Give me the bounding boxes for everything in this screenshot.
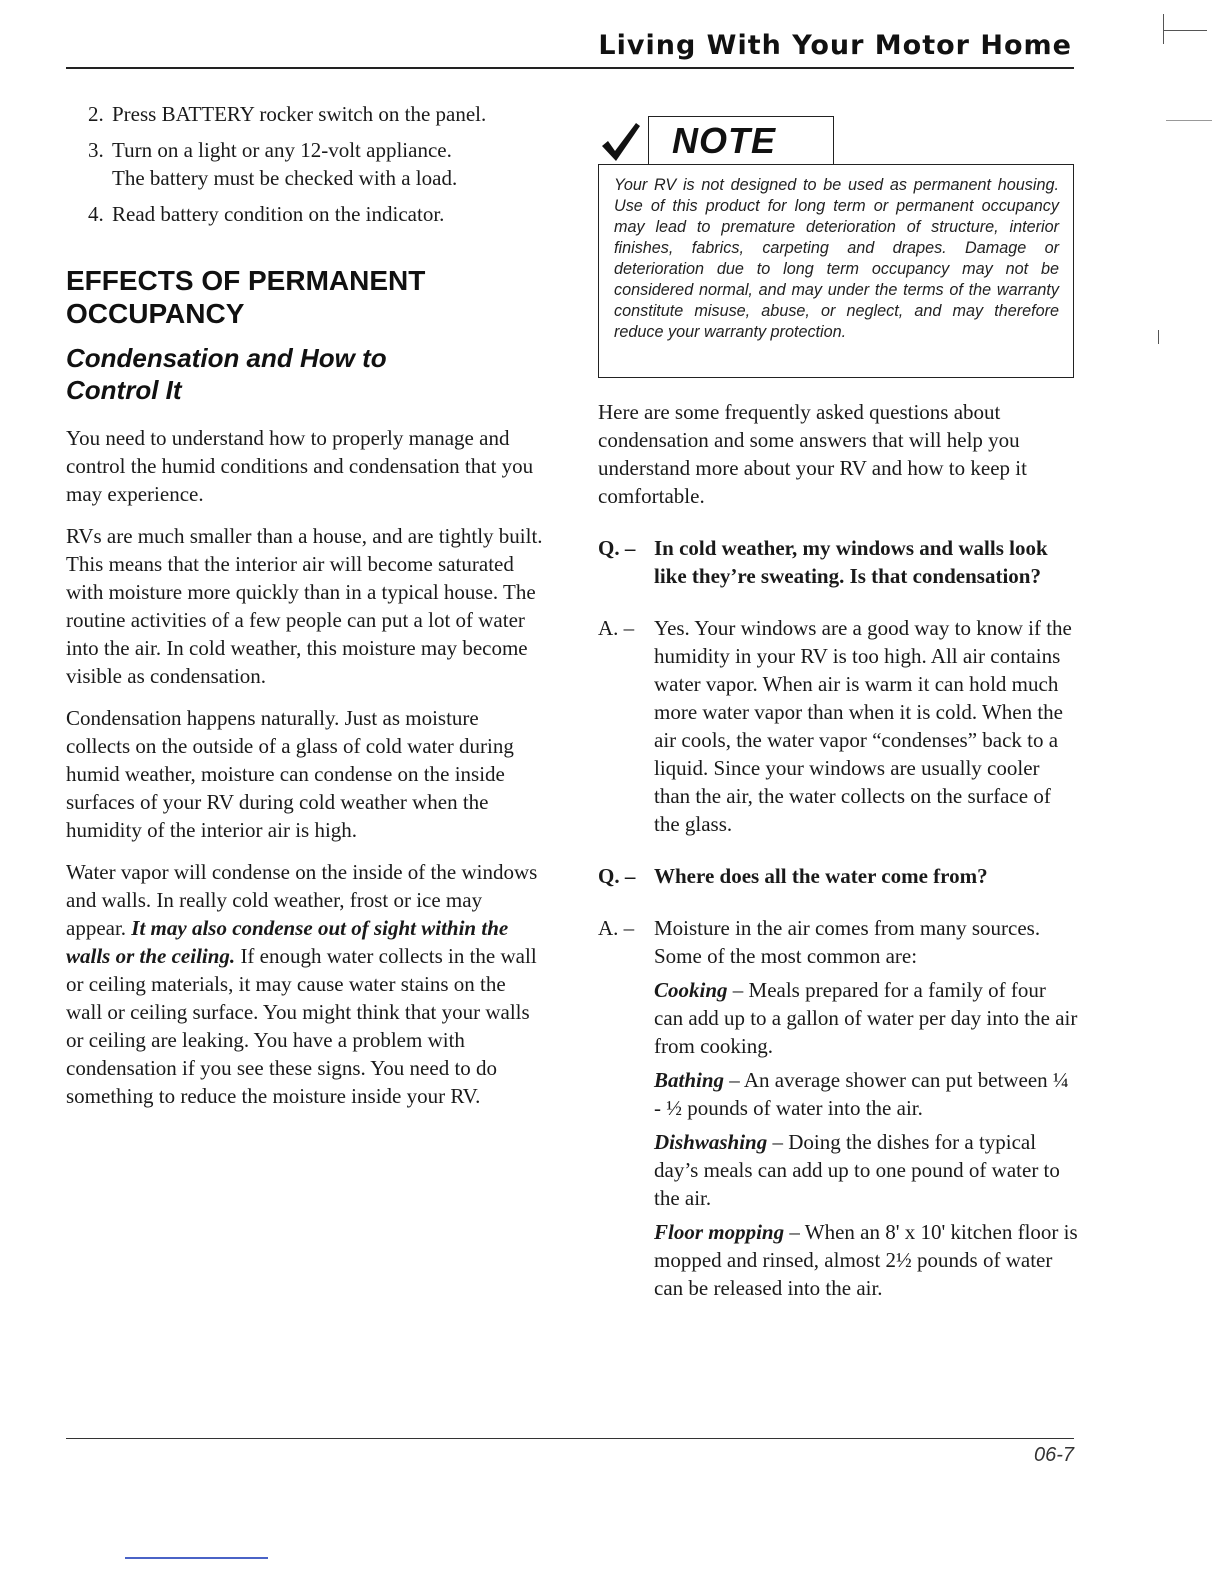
footer-rule — [66, 1438, 1074, 1439]
question-text: Where does all the water come from? — [654, 864, 988, 888]
source-separator: – — [784, 1220, 805, 1244]
source-name: Cooking — [654, 978, 728, 1002]
list-item — [654, 1066, 1078, 1122]
step-text: Read battery condition on the indicator. — [112, 202, 445, 226]
source-name: Dishwashing — [654, 1130, 768, 1154]
source-separator: – — [727, 978, 749, 1002]
right-column — [598, 116, 1078, 1302]
question-item — [598, 534, 1078, 590]
paragraph — [66, 858, 544, 1110]
step-number: 3. — [88, 138, 104, 162]
answer-text: Yes. Your windows are a good way to know if the humidity in your RV is too high. All air contains water vapor. When air is warm it can hold much more water vapor than when it is cold. When the air cools, the water vapor “condenses” back to a liquid. Since your windows are usually cooler than the air, the water collects on the surface of the glass. — [654, 616, 1072, 836]
source-name: Bathing — [654, 1068, 725, 1092]
question-label: Q. – — [598, 536, 636, 560]
paragraph-text: Water vapor will condense on the inside of the windows and walls. In really cold weather, frost or ice may appear. — [66, 860, 538, 940]
list-item — [66, 136, 544, 192]
note-title: NOTE — [672, 120, 777, 161]
paragraph: Condensation happens naturally. Just as moisture collects on the outside of a glass of cold water during humid weather, moisture can condense on the inside surfaces of your RV during cold weather when the humidity of the interior air is high. — [66, 706, 514, 842]
note-text: Your RV is not designed to be used as permanent housing. Use of this product for long term or permanent occupancy may lead to premature deterioration of structure, interior finishes, fabrics, carpeting and drapes. Damage or deterioration due to long term occupancy may not be considered normal, and may under the terms of the warranty constitute misuse, abuse, or neglect, and may therefore reduce your warranty protection. — [614, 176, 1059, 341]
section-heading: EFFECTS OF PERMANENT OCCUPANCY — [66, 265, 426, 329]
question-text: In cold weather, my windows and walls look like they’re sweating. Is that condensation? — [654, 536, 1048, 588]
answer-label: A. – — [598, 916, 635, 940]
page-header-title: Living With Your Motor Home — [598, 30, 1072, 61]
bottom-link-bar — [125, 1557, 268, 1559]
step-number: 4. — [88, 202, 104, 226]
source-text: When an 8' x 10' kitchen floor is mopped and rinsed, almost 2½ pounds of water can be released into the air. — [654, 1220, 1078, 1300]
intro-paragraph: Here are some frequently asked questions about condensation and some answers that will help you understand more about your RV and how to keep it comfortable. — [598, 400, 1027, 508]
list-item — [654, 976, 1078, 1060]
list-item — [66, 100, 544, 128]
subsection-heading: Condensation and How to Control It — [66, 343, 387, 405]
battery-steps-list — [66, 100, 544, 228]
emphasis-text: It may also condense out of sight within the walls or the ceiling. — [66, 916, 509, 968]
source-text: Meals prepared for a family of four can add up to a gallon of water per day into the air from cooking. — [654, 978, 1078, 1058]
list-item — [654, 1218, 1078, 1302]
source-name: Floor mopping — [654, 1220, 785, 1244]
left-column — [66, 100, 544, 1124]
answer-text: Moisture in the air comes from many sources. Some of the most common are: — [654, 916, 1041, 968]
list-item — [654, 1128, 1078, 1212]
step-text: Turn on a light or any 12-volt appliance. — [112, 138, 452, 162]
step-number: 2. — [88, 102, 104, 126]
note-box — [598, 164, 1074, 378]
answer-item — [598, 914, 1078, 1302]
step-continuation: The battery must be checked with a load. — [112, 166, 458, 190]
margin-mark — [1163, 30, 1207, 31]
answer-body — [654, 914, 1078, 1302]
header-rule — [66, 67, 1074, 69]
margin-mark — [1166, 120, 1212, 121]
answer-label: A. – — [598, 616, 635, 640]
step-text: Press BATTERY rocker switch on the panel. — [112, 102, 487, 126]
paragraph: RVs are much smaller than a house, and are tightly built. This means that the interior air will become saturated with moisture more quickly than in a typical house. The routine activities of a few people can put a lot of water into the air. In cold weather, this moisture may become visible as condensation. — [66, 524, 543, 688]
margin-mark — [1158, 330, 1159, 344]
source-text: An average shower can put between ¼ - ½ pounds of water into the air. — [654, 1068, 1069, 1120]
source-text: Doing the dishes for a typical day’s meals can add up to one pound of water to the air. — [654, 1130, 1060, 1210]
page-number: 06-7 — [1033, 1444, 1074, 1466]
source-separator: – — [767, 1130, 789, 1154]
paragraph-text: If enough water collects in the wall or ceiling materials, it may cause water stains on the wall or ceiling surface. You might think that your walls or ceiling are leaking. You have a problem with condensation if you see these signs. You need to do something to reduce the moisture inside your RV. — [66, 944, 537, 1108]
answer-item — [598, 614, 1078, 838]
question-item — [598, 862, 1078, 890]
margin-mark — [1163, 14, 1164, 44]
note-callout — [598, 116, 1078, 378]
list-item — [66, 200, 544, 228]
question-label: Q. – — [598, 864, 636, 888]
source-separator: – — [724, 1068, 744, 1092]
checkmark-icon — [598, 120, 642, 164]
paragraph: You need to understand how to properly manage and control the humid conditions and condensation that you may experience. — [66, 426, 534, 506]
